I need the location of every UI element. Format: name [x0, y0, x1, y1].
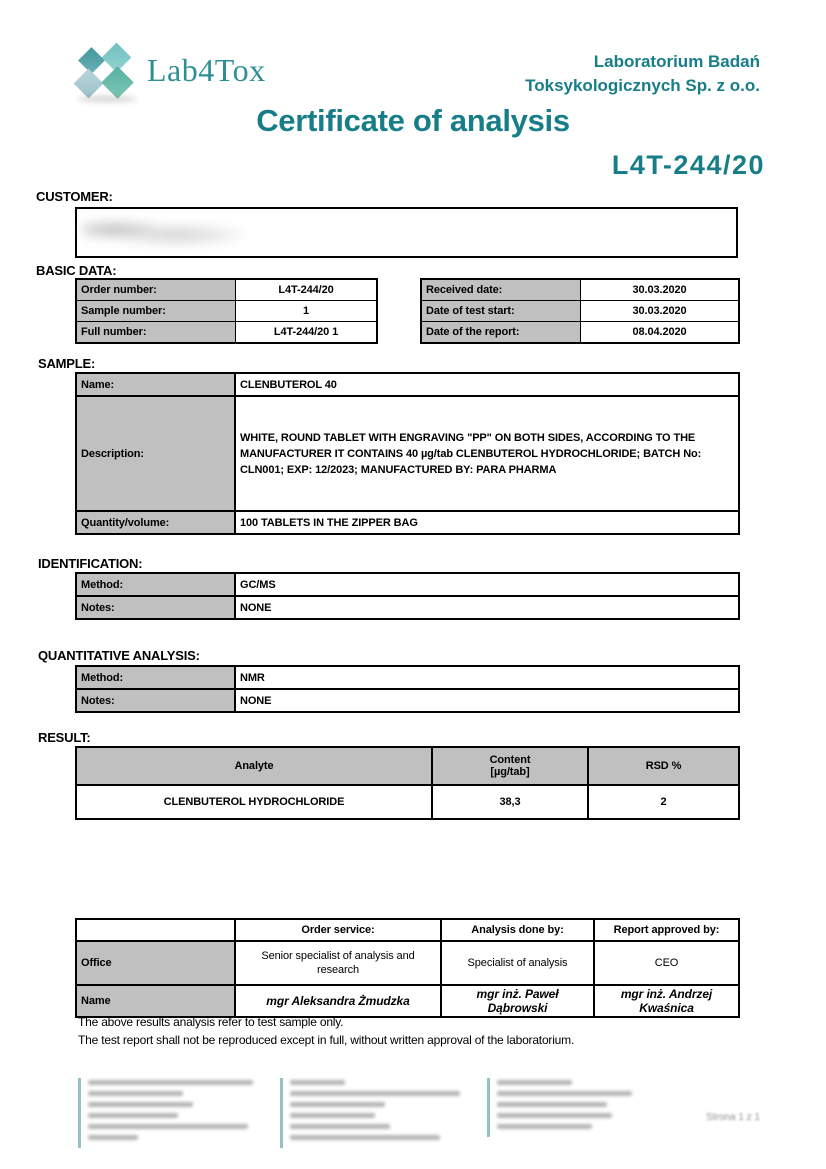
result-col-content-line1: Content [489, 754, 531, 766]
report-number: L4T-244/20 [611, 150, 765, 180]
footer-redacted-block [280, 1078, 480, 1148]
customer-box [75, 207, 738, 258]
company-name-line1: Laboratorium Badań [593, 52, 760, 71]
result-rsd-value: 2 [588, 785, 739, 819]
logo-diamond-icon [78, 47, 105, 74]
full-number-value: L4T-244/20 1 [236, 322, 378, 344]
result-col-rsd: RSD % [588, 747, 739, 785]
name-analysis-value: mgr inż. Paweł Dąbrowski [441, 985, 594, 1017]
logo-diamond-icon [101, 66, 134, 99]
name-order-service-value: mgr Aleksandra Żmudzka [235, 985, 441, 1017]
quantitative-method-label: Method: [76, 666, 235, 689]
sample-description-value: WHITE, ROUND TABLET WITH ENGRAVING "PP" ON BOTH SIDES, ACCORDING TO THE MANUFACTURER IT CONTAINS 40 µg/tab CLENBUTEROL HYDROCHLORIDE; BATCH No: CLN001; EXP: 12/2023; MANUFACTURED BY: PARA PHARMA [235, 396, 739, 511]
identification-method-label: Method: [76, 573, 235, 596]
table-row [76, 511, 739, 534]
table-row [76, 301, 377, 322]
page-number-label: Strona 1 z 1 [706, 1112, 760, 1123]
basic-data-right-table [420, 278, 740, 344]
report-date-value: 08.04.2020 [581, 322, 740, 344]
table-row [76, 279, 377, 301]
sample-description-label: Description: [76, 396, 235, 511]
sample-table [75, 372, 740, 535]
order-service-header: Order service: [235, 919, 441, 941]
basic-data-section-label: BASIC DATA: [36, 263, 117, 278]
footer-redacted-block [78, 1078, 268, 1148]
customer-redacted-blur [83, 216, 253, 250]
table-row [76, 666, 739, 689]
identification-notes-value: NONE [235, 596, 739, 619]
signatures-empty-cell [76, 919, 235, 941]
test-start-date-value: 30.03.2020 [581, 301, 740, 322]
disclaimer-line1: The above results analysis refer to test sample only. [78, 1015, 344, 1029]
result-content-value: 38,3 [432, 785, 588, 819]
identification-table [75, 572, 740, 620]
quantitative-section-label: QUANTITATIVE ANALYSIS: [38, 648, 200, 663]
office-label: Office [76, 941, 235, 985]
received-date-value: 30.03.2020 [581, 279, 740, 301]
lab4tox-logo [75, 46, 266, 104]
sample-quantity-label: Quantity/volume: [76, 511, 235, 534]
office-order-service-value: Senior specialist of analysis and research [235, 941, 441, 985]
table-row [76, 373, 739, 396]
company-name [525, 50, 760, 98]
logo-shadow [77, 96, 137, 102]
table-row [421, 301, 739, 322]
sample-section-label: SAMPLE: [38, 356, 96, 371]
table-row [421, 279, 739, 301]
signatures-office-row [76, 941, 739, 985]
office-analysis-value: Specialist of analysis [441, 941, 594, 985]
result-col-content-line2: [µg/tab] [490, 766, 530, 778]
result-header-row [76, 747, 739, 785]
order-number-value: L4T-244/20 [236, 279, 378, 301]
result-col-analyte: Analyte [76, 747, 432, 785]
table-row [76, 689, 739, 712]
company-name-line2: Toksykologicznych Sp. z o.o. [525, 76, 760, 95]
full-number-label: Full number: [76, 322, 236, 344]
identification-section-label: IDENTIFICATION: [38, 556, 143, 571]
identification-method-value: GC/MS [235, 573, 739, 596]
result-table [75, 746, 740, 820]
quantitative-notes-label: Notes: [76, 689, 235, 712]
test-start-date-label: Date of test start: [421, 301, 581, 322]
basic-data-left-table [75, 278, 378, 344]
customer-section-label: CUSTOMER: [36, 189, 113, 204]
signatures-table [75, 918, 740, 1018]
analysis-done-by-header: Analysis done by: [441, 919, 594, 941]
table-row [76, 396, 739, 511]
sample-number-value: 1 [236, 301, 378, 322]
received-date-label: Received date: [421, 279, 581, 301]
order-number-label: Order number: [76, 279, 236, 301]
report-date-label: Date of the report: [421, 322, 581, 344]
disclaimer-notes [78, 1013, 574, 1049]
identification-notes-label: Notes: [76, 596, 235, 619]
sample-quantity-value: 100 TABLETS IN THE ZIPPER BAG [235, 511, 739, 534]
logo-diamonds-icon [75, 46, 137, 100]
table-row [421, 322, 739, 344]
quantitative-notes-value: NONE [235, 689, 739, 712]
quantitative-table [75, 665, 740, 713]
sample-name-label: Name: [76, 373, 235, 396]
table-row [76, 322, 377, 344]
footer-redacted-block [487, 1078, 667, 1137]
signatures-header-row [76, 919, 739, 941]
logo-diamond-icon [74, 69, 104, 99]
sample-name-value: CLENBUTEROL 40 [235, 373, 739, 396]
name-label: Name [76, 985, 235, 1017]
disclaimer-line2: The test report shall not be reproduced except in full, without written approval of the laboratorium. [78, 1033, 575, 1047]
quantitative-method-value: NMR [235, 666, 739, 689]
office-approved-value: CEO [594, 941, 739, 985]
logo-text: Lab4Tox [147, 52, 266, 88]
result-col-content [432, 747, 588, 785]
name-approved-value: mgr inż. Andrzej Kwaśnica [594, 985, 739, 1017]
page-title: Certificate of analysis [256, 103, 570, 138]
report-approved-by-header: Report approved by: [594, 919, 739, 941]
sample-number-label: Sample number: [76, 301, 236, 322]
table-row [76, 596, 739, 619]
table-row [76, 573, 739, 596]
result-data-row [76, 785, 739, 819]
result-analyte-value: CLENBUTEROL HYDROCHLORIDE [76, 785, 432, 819]
result-section-label: RESULT: [38, 730, 91, 745]
